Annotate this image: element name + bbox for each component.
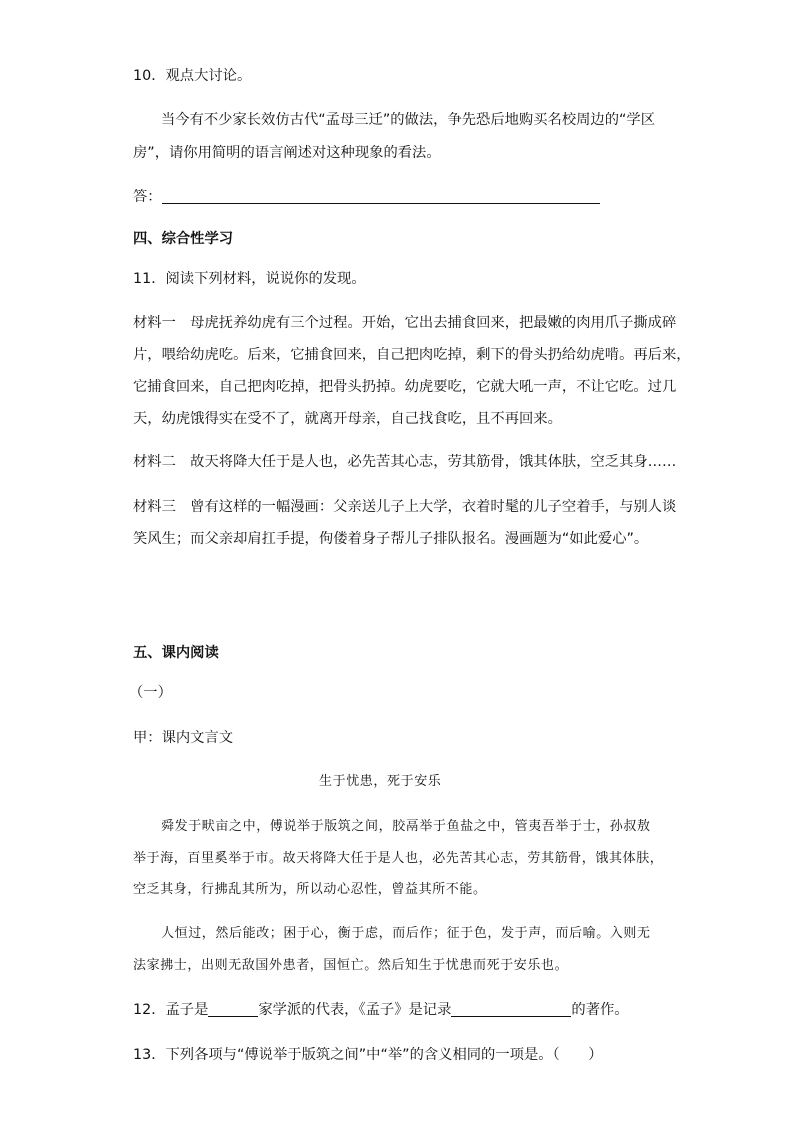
section-5-subheading: （一）	[129, 685, 172, 701]
material-1-line-3: 它捕食回来，自己把肉吃掉，把骨头扔掉。幼虎要吃，它就大吼一声，不让它吃。过几	[133, 379, 677, 395]
material-1-line-4: 天，幼虎饿得实在受不了，就离开母亲，自己找食吃，且不再回来。	[133, 411, 562, 427]
q12-text-part-3: 的著作。	[571, 1002, 629, 1018]
section-5-heading: 五、课内阅读	[133, 645, 219, 661]
q10-answer-row	[133, 187, 600, 207]
classical-text-line-1: 舜发于畎亩之中，傅说举于版筑之间，胶鬲举于鱼盐之中，管夷吾举于士，孙叔敖	[161, 819, 651, 834]
classical-text-line-3: 空乏其身，行拂乱其所为，所以动心忍性，曾益其所不能。	[133, 882, 487, 897]
material-3-line-1: 材料三 曾有这样的一幅漫画：父亲送儿子上大学，衣着时髦的儿子空着手，与别人谈	[133, 499, 677, 515]
q12-text-part-1: 12．孟子是	[133, 1002, 209, 1018]
q10-paragraph-line-2: 房”，请你用简明的语言阐述对这种现象的看法。	[133, 145, 441, 161]
classical-text-line-5: 法家拂士，出则无敌国外患者，国恒亡。然后知生于忧患而死于安乐也。	[133, 958, 569, 973]
part-jia-label: 甲：课内文言文	[133, 730, 234, 746]
q12-row	[133, 1000, 629, 1020]
material-2-line-1: 材料二 故天将降大任于是人也，必先苦其心志，劳其筋骨，饿其体肤，空乏其身……	[133, 454, 677, 470]
q12-blank-1[interactable]	[208, 1001, 258, 1017]
material-1-line-2: 片，喂给幼虎吃。后来，它捕食回来，自己把肉吃掉，剩下的骨头扔给幼虎啃。再后来，	[133, 347, 691, 363]
answer-label: 答：	[133, 189, 162, 205]
q12-blank-2[interactable]	[451, 1001, 571, 1017]
material-1-line-1: 材料一 母虎抚养幼虎有三个过程。开始，它出去捕食回来，把最嫩的肉用爪子撕成碎	[133, 315, 677, 331]
q12-text-part-2: 家学派的代表，《孟子》是记录	[258, 1002, 452, 1018]
classical-text-line-4: 人恒过，然后能改；困于心，衡于虑，而后作；征于色，发于声，而后喻。入则无	[161, 926, 651, 941]
q11-title: 11．阅读下列材料，说说你的发现。	[133, 271, 366, 287]
q13-text: 13．下列各项与“傅说举于版筑之间”中“举”的含义相同的一项是。（ ）	[133, 1047, 603, 1063]
material-3-line-2: 笑风生；而父亲却肩扛手提，佝偻着身子帮儿子排队报名。漫画题为“如此爱心”。	[133, 531, 649, 547]
q10-title: 10．观点大讨论。	[133, 68, 252, 84]
classical-text-line-2: 举于海，百里奚举于市。故天将降大任于是人也，必先苦其心志，劳其筋骨，饿其体肤，	[133, 851, 664, 866]
poem-title: 生于忧患，死于安乐	[319, 774, 442, 789]
q10-paragraph-line-1: 当今有不少家长效仿古代“孟母三迁”的做法，争先恐后地购买名校周边的“学区	[161, 112, 656, 128]
answer-blank[interactable]	[162, 188, 600, 204]
section-4-heading: 四、综合性学习	[133, 231, 234, 247]
